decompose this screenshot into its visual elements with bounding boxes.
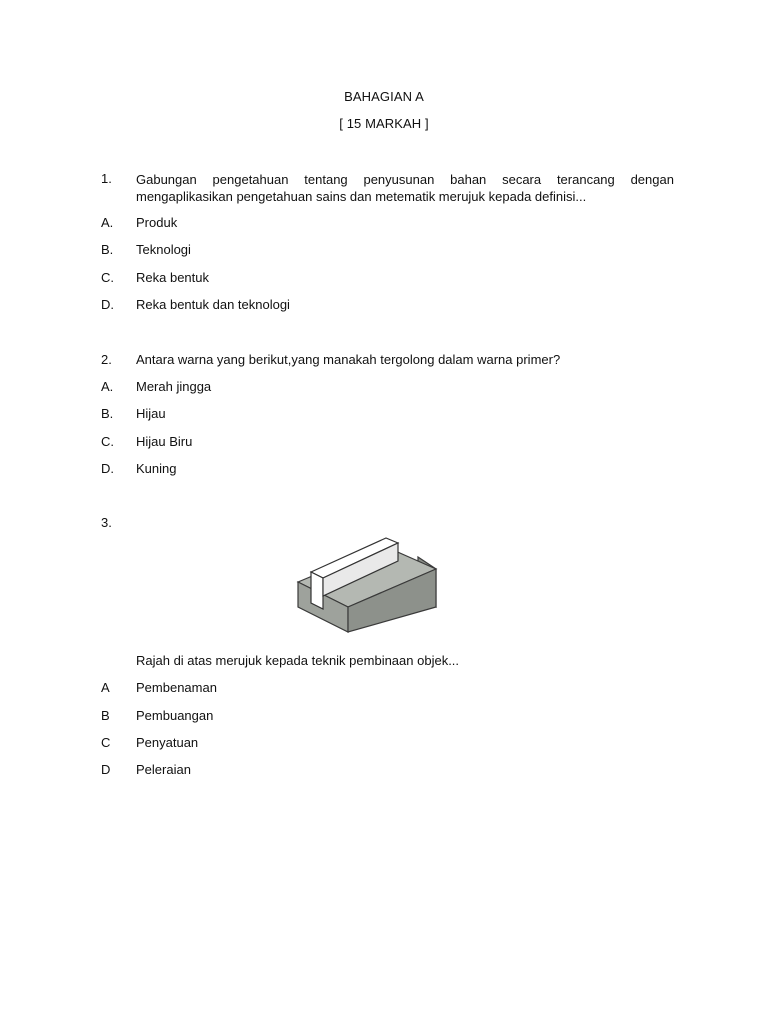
q1-word: terancang	[556, 172, 615, 187]
q1-word: dengan	[630, 172, 674, 187]
question-1-number: 1.	[101, 171, 112, 186]
q3-option-label: C	[101, 735, 111, 750]
q1-option-text: Teknologi	[136, 242, 191, 257]
q2-option-text: Hijau	[136, 406, 166, 421]
q1-option-text: Produk	[136, 215, 178, 230]
q3-option-label: A	[101, 680, 110, 695]
q1-option-text: Reka bentuk	[136, 270, 209, 285]
q1-word: tentang	[304, 172, 348, 187]
q1-option-label: B.	[101, 242, 114, 257]
q1-word: secara	[502, 172, 542, 187]
q2-option-text: Hijau Biru	[136, 434, 193, 449]
q3-option-label: B	[101, 708, 110, 723]
q3-option-text: Pembuangan	[136, 708, 214, 723]
question-1-line-1	[136, 171, 674, 188]
insert-bar-end	[311, 572, 323, 609]
q2-option-label: D.	[101, 461, 114, 476]
q2-option-label: C.	[101, 434, 114, 449]
q3-option-text: Peleraian	[136, 762, 191, 777]
q2-option-label: B.	[101, 406, 114, 421]
q1-option-label: D.	[101, 297, 114, 312]
q1-word: bahan	[450, 172, 487, 187]
q2-option-text: Kuning	[136, 461, 177, 476]
question-3-text: Rajah di atas merujuk kepada teknik pembinaan objek...	[136, 653, 460, 668]
question-2-text: Antara warna yang berikut,yang manakah tergolong dalam warna primer?	[136, 352, 561, 367]
q1-option-text: Reka bentuk dan teknologi	[136, 297, 290, 312]
question-2-number: 2.	[101, 352, 112, 367]
question-1-text	[136, 171, 674, 205]
q1-option-label: C.	[101, 270, 114, 285]
q1-option-label: A.	[101, 215, 114, 230]
q3-option-text: Penyatuan	[136, 735, 199, 750]
section-marks: [ 15 MARKAH ]	[339, 116, 429, 131]
q2-option-text: Merah jingga	[136, 379, 212, 394]
section-title: BAHAGIAN A	[344, 89, 424, 104]
question-3-number: 3.	[101, 515, 112, 530]
q3-option-text: Pembenaman	[136, 680, 217, 695]
q1-word: Gabungan	[136, 172, 197, 187]
question-1-line-2: mengaplikasikan pengetahuan sains dan metematik merujuk kepada definisi...	[136, 189, 587, 204]
embedded-block-figure	[288, 521, 438, 639]
q3-option-label: D	[101, 762, 111, 777]
q1-word: penyusunan	[363, 172, 435, 187]
q1-word: pengetahuan	[212, 172, 289, 187]
q2-option-label: A.	[101, 379, 114, 394]
